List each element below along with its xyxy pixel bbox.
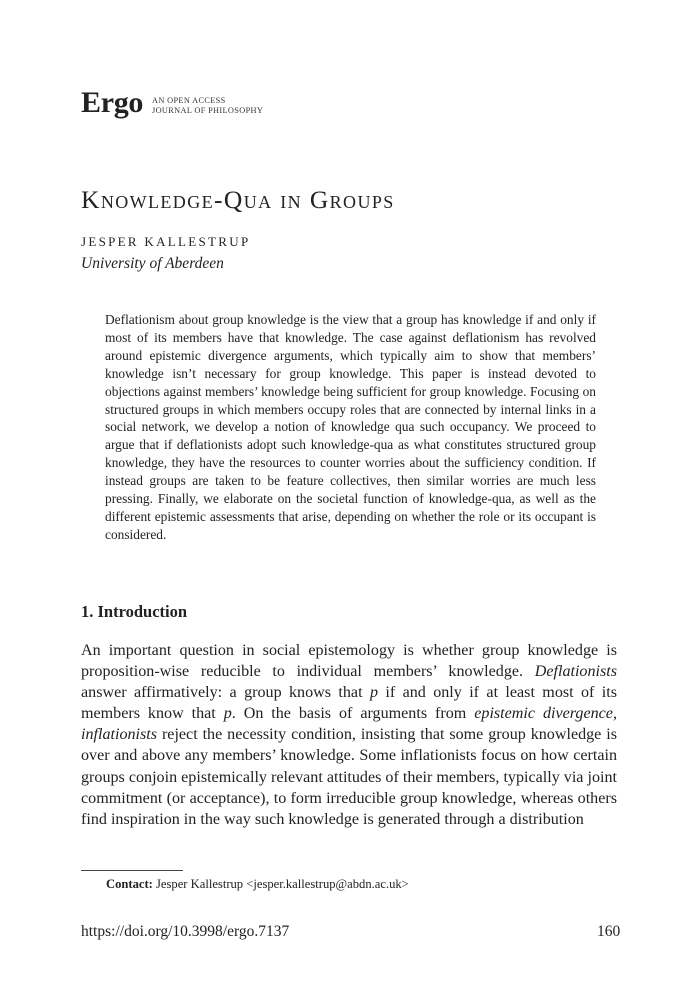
doi-link[interactable]: https://doi.org/10.3998/ergo.7137 <box>81 923 290 940</box>
journal-logo-name: Ergo <box>81 86 144 119</box>
section-heading: 1. Introduction <box>81 602 188 621</box>
intro-emphasis: Deflationists <box>534 663 617 681</box>
intro-text: . On the basis of arguments from <box>231 705 475 723</box>
intro-emphasis: inflationists <box>81 726 158 744</box>
intro-emphasis: epistemic divergence <box>474 705 613 723</box>
journal-tagline-line-1: AN OPEN ACCESS <box>152 96 226 105</box>
introduction-paragraph <box>81 640 617 830</box>
intro-emphasis: p <box>369 684 378 702</box>
page-number: 160 <box>597 923 621 940</box>
journal-tagline-line-2: JOURNAL OF PHILOSOPHY <box>152 105 264 115</box>
intro-text: answer affirmatively: a group knows that <box>81 684 370 702</box>
author-name: JESPER KALLESTRUP <box>81 234 251 249</box>
intro-text: An important question in social epistemology is whether group knowledge is proposition-wise reducible to individual members’ knowledge. <box>81 642 617 681</box>
intro-emphasis: p <box>223 705 232 723</box>
article-title: Knowledge-Qua in Groups <box>81 185 395 214</box>
contact-label: Contact: <box>106 877 153 891</box>
abstract: Deflationism about group knowledge is the view that a group has knowledge if and only if most of its members have that knowledge. The case against deflationism has revolved around epistemic divergence arguments, which typically aim to show that members’ knowledge isn’t necessary for group knowledge. This paper is instead devoted to objections against members’ knowledge being sufficient for group knowledge. Focusing on structured groups in which members occupy roles that are connected by internal links in a social network, we develop a notion of knowledge qua such occupancy. We proceed to argue that if deflationists adopt such knowledge-qua as what constitutes structured group knowledge, they have the resources to counter worries about the sufficiency condition. If instead groups are taken to be feature collectives, then similar worries are much less pressing. Finally, we elaborate on the societal function of knowledge-qua, as well as the different epistemic assessments that arise, depending on whether the role or its occupant is considered. <box>105 312 596 542</box>
intro-text: , <box>612 705 617 723</box>
contact-footnote <box>106 876 409 892</box>
intro-text: reject the necessity condition, insisting that some group knowledge is over and above any members’ knowledge. Some inflationists focus on how certain groups conjoin epistemically relevant attitudes of their members, typically via joint commitment (or acceptance), to form irreducible group knowledge, whereas others find inspiration in the way such knowledge is generated through a distribution <box>81 726 617 828</box>
journal-tagline <box>152 96 263 115</box>
author-affiliation: University of Aberdeen <box>81 255 224 272</box>
contact-details: Jesper Kallestrup <jesper.kallestrup@abdn.ac.uk> <box>152 877 409 891</box>
intro-text: if and only if at least most of its members know that <box>81 684 617 723</box>
footnote-divider <box>81 870 183 871</box>
